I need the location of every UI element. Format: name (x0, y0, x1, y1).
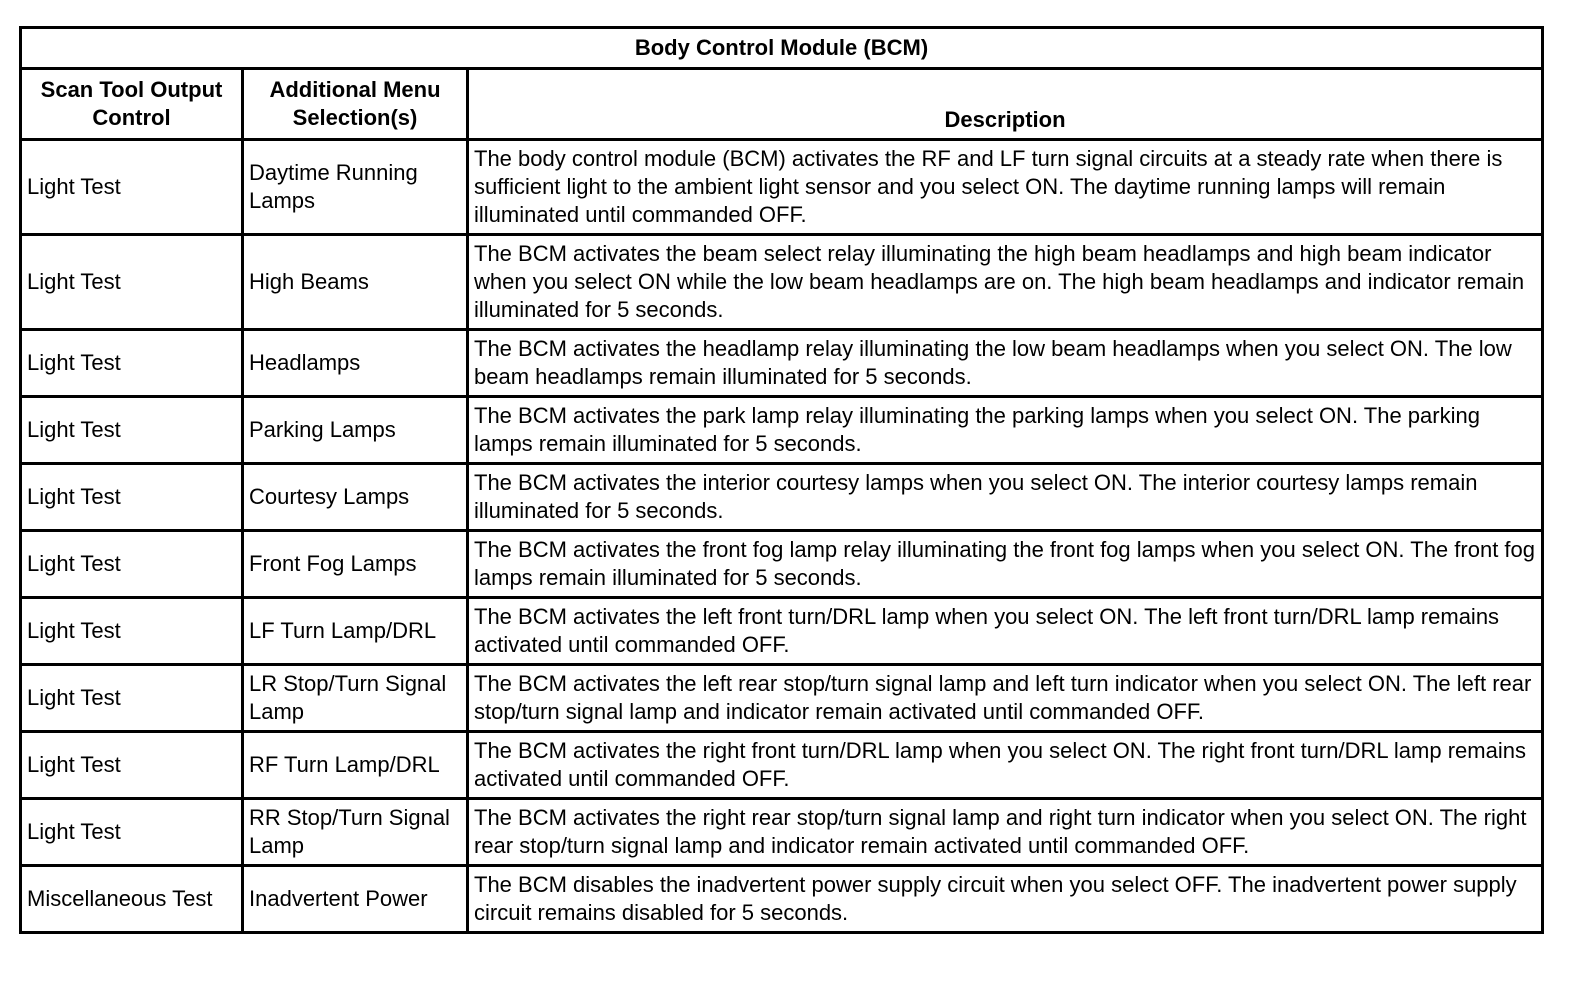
cell-menu-selection: LF Turn Lamp/DRL (243, 598, 468, 665)
cell-output-control: Light Test (21, 330, 243, 397)
cell-description: The BCM disables the inadvertent power supply circuit when you select OFF. The inadvertent power supply circuit remains disabled for 5 seconds. (468, 866, 1543, 933)
cell-description: The BCM activates the headlamp relay illuminating the low beam headlamps when you select ON. The low beam headlamps remain illuminated for 5 seconds. (468, 330, 1543, 397)
cell-menu-selection: Parking Lamps (243, 397, 468, 464)
cell-menu-selection: RF Turn Lamp/DRL (243, 732, 468, 799)
cell-output-control: Light Test (21, 464, 243, 531)
cell-output-control: Light Test (21, 732, 243, 799)
table-row (21, 531, 1543, 598)
cell-output-control: Light Test (21, 235, 243, 330)
cell-output-control: Light Test (21, 397, 243, 464)
cell-description: The BCM activates the left rear stop/turn signal lamp and left turn indicator when you select ON. The left rear stop/turn signal lamp and indicator remain activated until commanded OFF. (468, 665, 1543, 732)
cell-menu-selection: RR Stop/Turn Signal Lamp (243, 799, 468, 866)
cell-menu-selection: High Beams (243, 235, 468, 330)
cell-menu-selection: Daytime Running Lamps (243, 140, 468, 235)
cell-description: The BCM activates the right rear stop/turn signal lamp and right turn indicator when you select ON. The right rear stop/turn signal lamp and indicator remain activated until commanded OFF. (468, 799, 1543, 866)
table-row (21, 866, 1543, 933)
table-row (21, 140, 1543, 235)
cell-output-control: Light Test (21, 665, 243, 732)
cell-description: The body control module (BCM) activates the RF and LF turn signal circuits at a steady rate when there is sufficient light to the ambient light sensor and you select ON. The daytime running lamps will remain illuminated until commanded OFF. (468, 140, 1543, 235)
cell-description: The BCM activates the right front turn/DRL lamp when you select ON. The right front turn/DRL lamp remains activated until commanded OFF. (468, 732, 1543, 799)
cell-menu-selection: LR Stop/Turn Signal Lamp (243, 665, 468, 732)
table-title-row (21, 28, 1543, 69)
cell-description: The BCM activates the beam select relay illuminating the high beam headlamps and high beam indicator when you select ON while the low beam headlamps are on. The high beam headlamps and indicator remain illuminated for 5 seconds. (468, 235, 1543, 330)
table-row (21, 799, 1543, 866)
table-header-row (21, 69, 1543, 140)
cell-menu-selection: Front Fog Lamps (243, 531, 468, 598)
cell-description: The BCM activates the left front turn/DRL lamp when you select ON. The left front turn/DRL lamp remains activated until commanded OFF. (468, 598, 1543, 665)
table-row (21, 732, 1543, 799)
table-row (21, 665, 1543, 732)
header-output-control: Scan Tool Output Control (21, 69, 243, 140)
cell-menu-selection: Courtesy Lamps (243, 464, 468, 531)
bcm-output-control-table (19, 26, 1544, 934)
cell-menu-selection: Inadvertent Power (243, 866, 468, 933)
cell-output-control: Miscellaneous Test (21, 866, 243, 933)
cell-description: The BCM activates the park lamp relay illuminating the parking lamps when you select ON. The parking lamps remain illuminated for 5 seconds. (468, 397, 1543, 464)
cell-description: The BCM activates the front fog lamp relay illuminating the front fog lamps when you select ON. The front fog lamps remain illuminated for 5 seconds. (468, 531, 1543, 598)
cell-description: The BCM activates the interior courtesy lamps when you select ON. The interior courtesy lamps remain illuminated for 5 seconds. (468, 464, 1543, 531)
table-row (21, 397, 1543, 464)
table-row (21, 235, 1543, 330)
table-row (21, 598, 1543, 665)
cell-output-control: Light Test (21, 140, 243, 235)
cell-output-control: Light Test (21, 598, 243, 665)
header-menu-selection: Additional Menu Selection(s) (243, 69, 468, 140)
cell-output-control: Light Test (21, 531, 243, 598)
table-row (21, 330, 1543, 397)
cell-menu-selection: Headlamps (243, 330, 468, 397)
table-title: Body Control Module (BCM) (21, 28, 1543, 69)
cell-output-control: Light Test (21, 799, 243, 866)
header-description: Description (468, 69, 1543, 140)
table-row (21, 464, 1543, 531)
